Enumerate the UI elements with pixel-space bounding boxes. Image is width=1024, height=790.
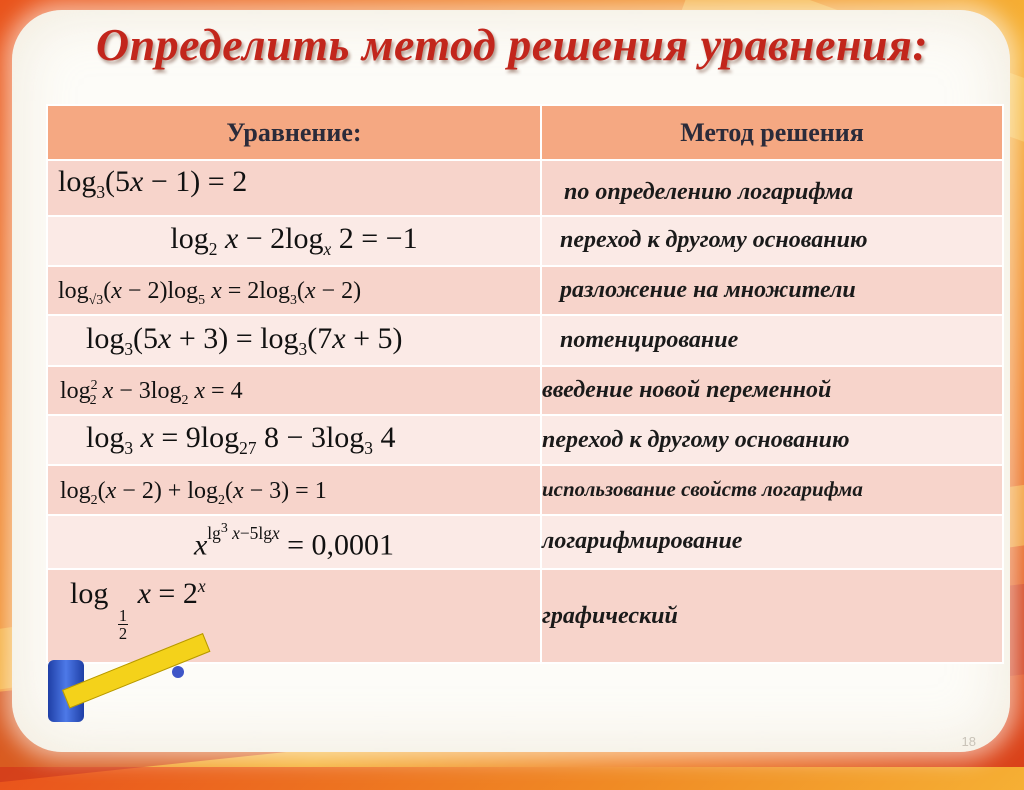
equation-formula: $\log_{√3}(x - 2)\log_5$ $x = 2\log_3(x - 2)$ (58, 278, 362, 309)
method-cell: использование свойств логарифма (541, 465, 1003, 514)
equation-cell (47, 515, 541, 570)
equation-cell (47, 465, 541, 514)
table-row (47, 366, 1003, 415)
method-cell: логарифмирование (541, 515, 1003, 570)
equation-formula: $\log_3 x = 9\log_{27}$ $8 - 3\log_3$ 4 (86, 421, 396, 459)
method-cell: разложение на множители (541, 266, 1003, 315)
table-row (47, 315, 1003, 366)
equation-cell (47, 160, 541, 216)
table-row (47, 216, 1003, 267)
method-cell: переход к другому основанию (541, 216, 1003, 267)
method-cell: переход к другому основанию (541, 415, 1003, 466)
header-equation: Уравнение: (47, 105, 541, 160)
table-row (47, 160, 1003, 216)
pin-decoration (172, 666, 184, 678)
equation-cell (47, 315, 541, 366)
equation-cell (47, 415, 541, 466)
slide-title: Определить метод решения уравнения: (95, 19, 929, 70)
equation-cell (47, 216, 541, 267)
method-cell: потенцирование (541, 315, 1003, 366)
equation-formula: $\log_3(5x - 1) = 2$ (58, 165, 248, 202)
equation-formula: $\log^2_2 x - 3\log_2$ x = 4 (60, 377, 243, 408)
header-method: Метод решения (541, 105, 1003, 160)
method-cell: по определению логарифма (541, 160, 1003, 216)
equation-cell (47, 366, 541, 415)
equation-formula: $\log_2 x - 2\log_x$ 2 = −1 (170, 221, 418, 259)
table-row (47, 415, 1003, 466)
equation-cell (47, 569, 541, 663)
equation-cell (47, 266, 541, 315)
method-cell: графический (541, 569, 1003, 663)
equations-table (46, 104, 1004, 664)
equation-formula: $\log_3(5x + 3) = \log_3(7x + 5)$ (86, 321, 403, 359)
table-row (47, 266, 1003, 315)
table-row (47, 465, 1003, 514)
table-row (47, 515, 1003, 570)
equation-formula: $x^{lg^3 x-5lgx} = 0,0001$ (193, 521, 395, 562)
equation-formula: log $\frac{1}{2}$ $x = 2^x$ (70, 576, 206, 644)
fraction-one-half: $\frac{1}{2}$ (118, 605, 128, 644)
page-number: 18 (961, 734, 976, 749)
equation-formula: $\log_2(x - 2) + \log_2(x - 3) = 1$ (60, 477, 327, 508)
method-cell: введение новой переменной (541, 366, 1003, 415)
table-header-row (47, 105, 1003, 160)
